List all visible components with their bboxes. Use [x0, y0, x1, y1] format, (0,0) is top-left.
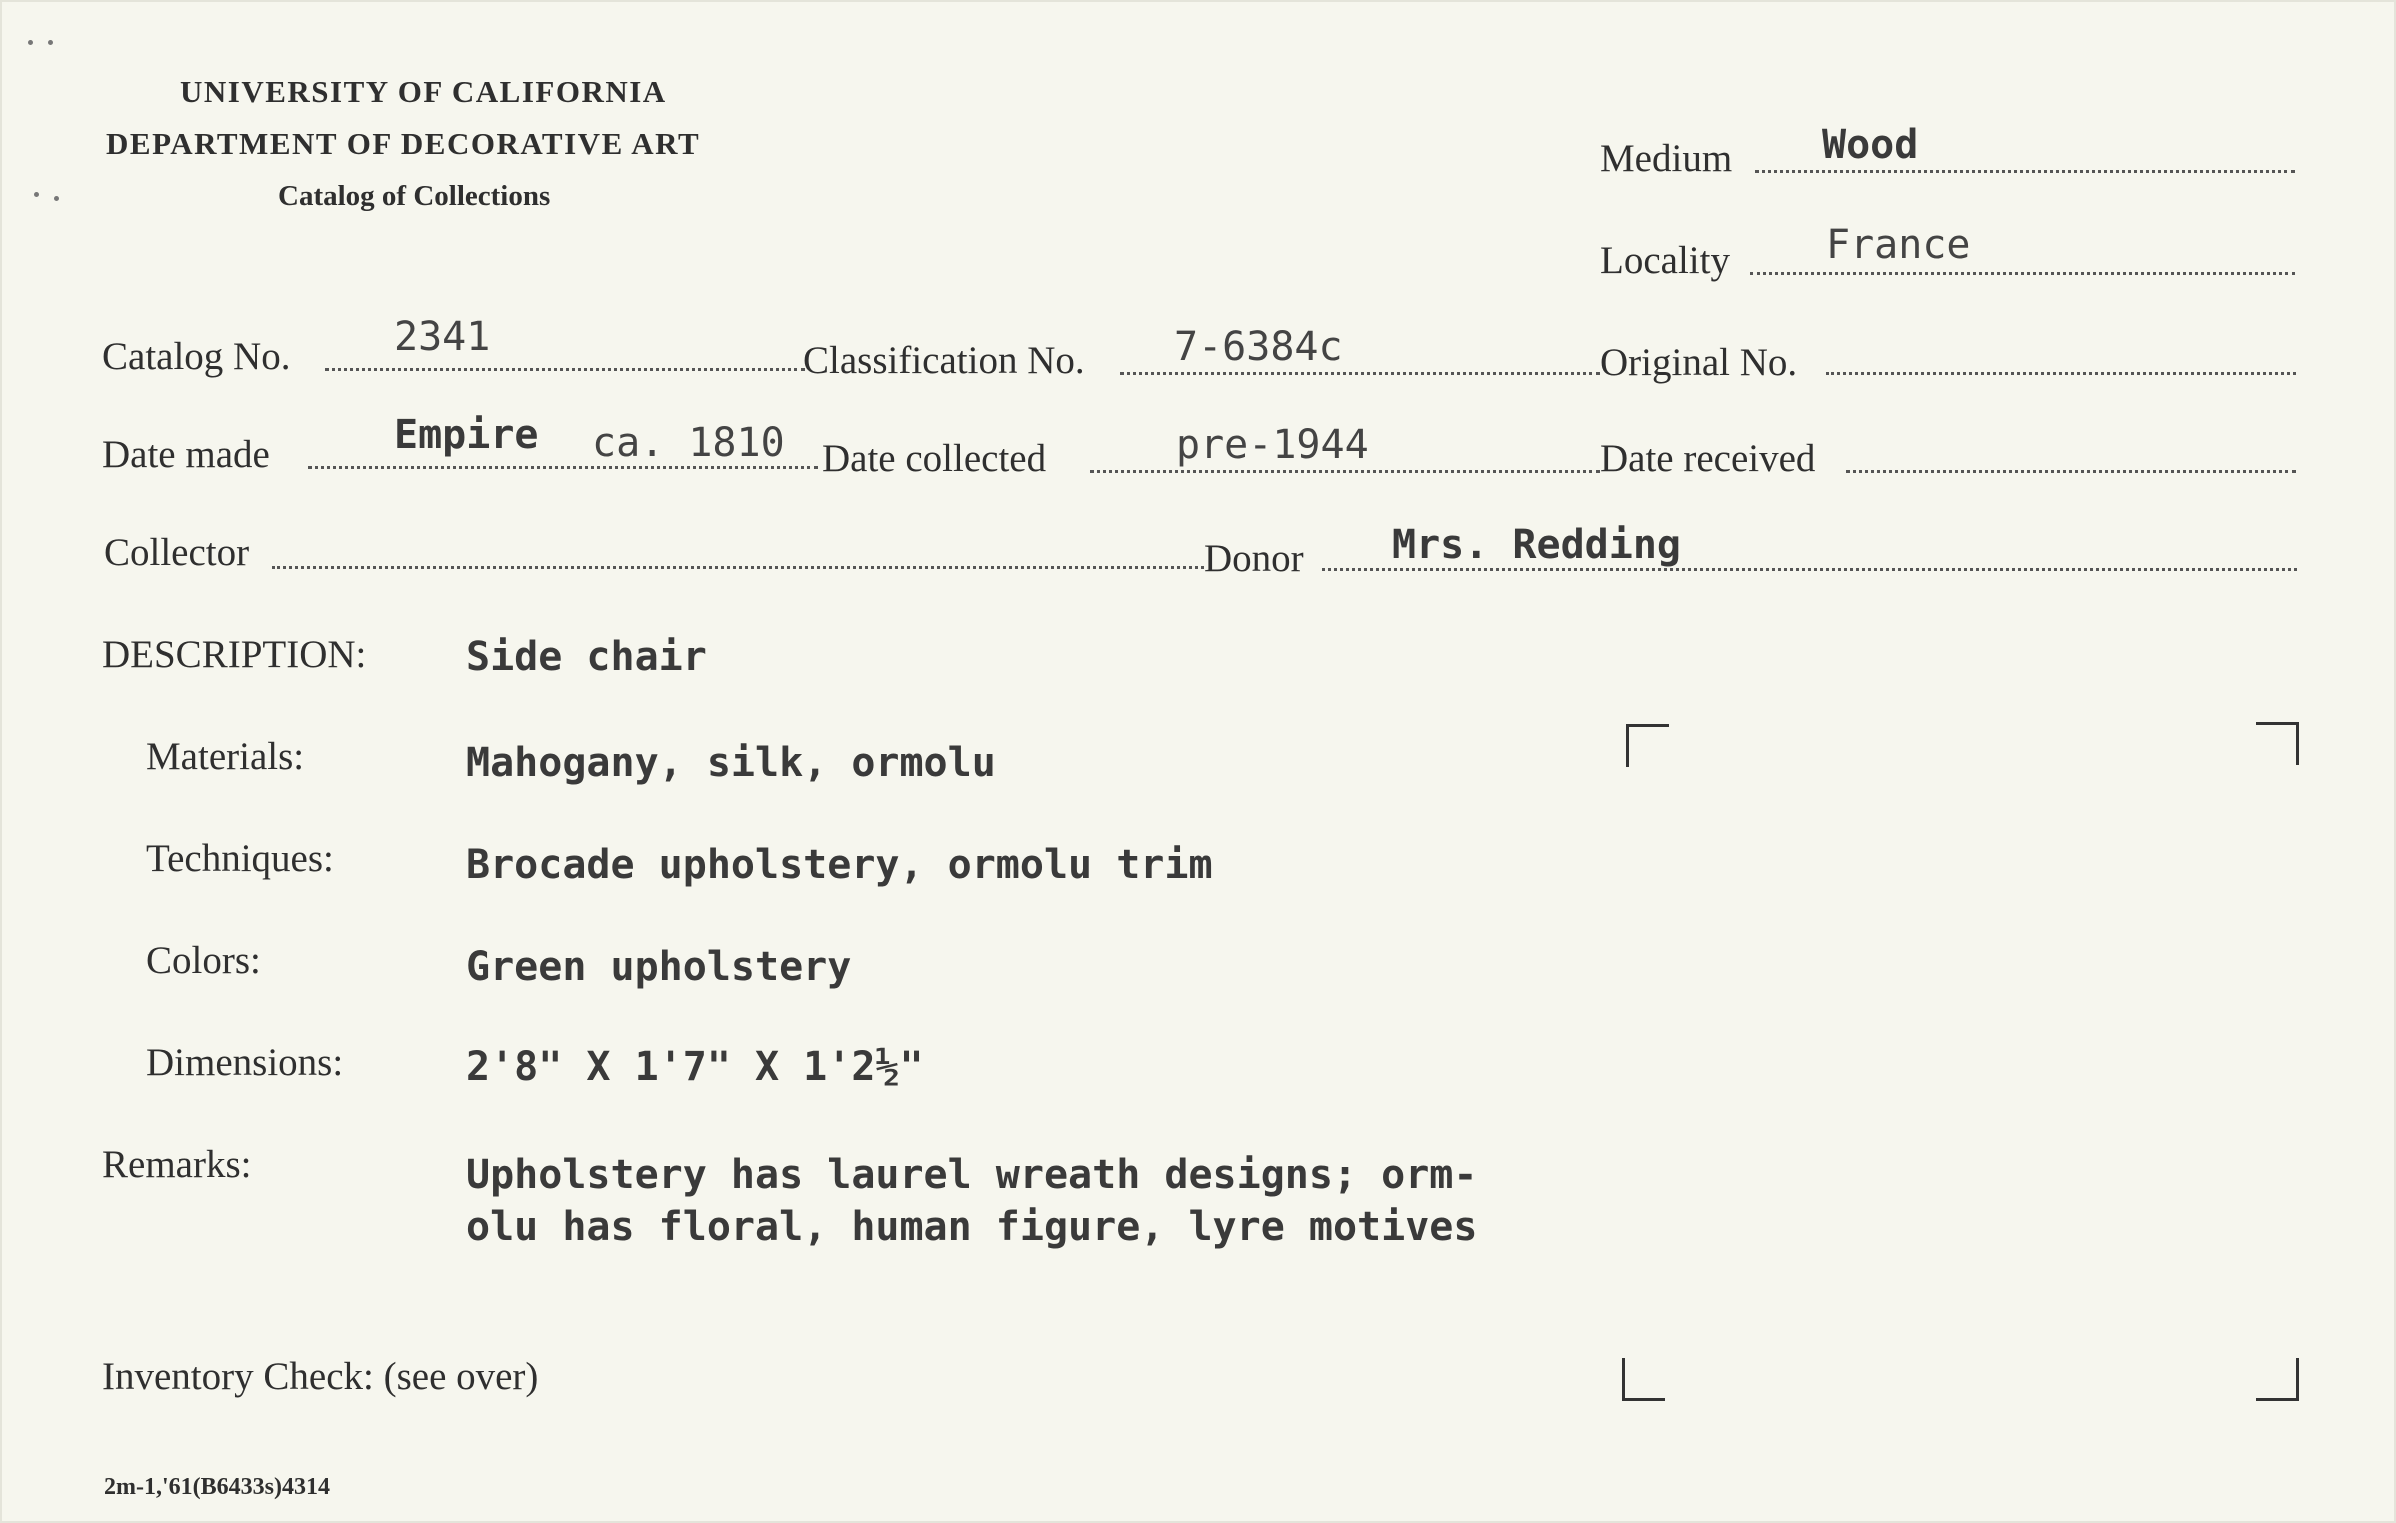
- speck-mark: [34, 192, 39, 197]
- colors-value: Green upholstery: [466, 944, 852, 990]
- donor-value: Mrs. Redding: [1392, 522, 1681, 568]
- remarks-label: Remarks:: [102, 1143, 252, 1186]
- inventory-check: Inventory Check: (see over): [102, 1355, 539, 1398]
- medium-value: Wood: [1822, 122, 1919, 168]
- techniques-label: Techniques:: [146, 837, 334, 880]
- original-no-line: [1826, 372, 2296, 375]
- department-name: DEPARTMENT OF DECORATIVE ART: [106, 126, 701, 161]
- donor-label: Donor: [1204, 537, 1304, 580]
- date-made-label: Date made: [102, 433, 270, 476]
- medium-label: Medium: [1600, 137, 1733, 180]
- institution-name: UNIVERSITY OF CALIFORNIA: [180, 74, 667, 109]
- remarks-line-2: olu has floral, human figure, lyre motives: [466, 1204, 1478, 1250]
- dimensions-label: Dimensions:: [146, 1041, 344, 1084]
- classification-no-line: [1120, 372, 1600, 375]
- form-code: 2m-1,'61(B6433s)4314: [104, 1474, 330, 1500]
- speck-mark: [54, 196, 59, 201]
- remarks-line-1: Upholstery has laurel wreath designs; orm-: [466, 1152, 1478, 1198]
- speck-mark: [28, 40, 33, 45]
- techniques-value: Brocade upholstery, ormolu trim: [466, 842, 1213, 888]
- dimensions-value: 2'8" X 1'7" X 1'2½": [466, 1044, 924, 1090]
- date-received-line: [1846, 470, 2296, 473]
- photo-corner-bottom-right: [2256, 1358, 2299, 1401]
- materials-label: Materials:: [146, 735, 305, 778]
- date-made-date: ca. 1810: [592, 420, 785, 466]
- date-collected-value: pre-1944: [1176, 422, 1369, 468]
- catalog-no-value: 2341: [394, 314, 491, 360]
- catalog-no-line: [325, 368, 805, 371]
- photo-corner-bottom-left: [1622, 1358, 1665, 1401]
- date-made-line: [308, 466, 818, 469]
- donor-line: [1322, 568, 2297, 571]
- description-label: DESCRIPTION:: [102, 633, 367, 676]
- photo-corner-top-left: [1626, 724, 1669, 767]
- locality-value: France: [1826, 222, 1971, 268]
- original-no-label: Original No.: [1600, 341, 1798, 384]
- description-value: Side chair: [466, 634, 707, 680]
- classification-no-label: Classification No.: [803, 339, 1085, 382]
- medium-line: [1755, 170, 2295, 173]
- catalog-title: Catalog of Collections: [278, 180, 551, 212]
- colors-label: Colors:: [146, 939, 261, 982]
- locality-line: [1750, 272, 2295, 275]
- catalog-no-label: Catalog No.: [102, 335, 291, 378]
- classification-no-value: 7-6384c: [1174, 324, 1343, 370]
- date-made-period: Empire: [394, 412, 539, 458]
- collector-label: Collector: [104, 531, 250, 574]
- locality-label: Locality: [1600, 239, 1730, 282]
- photo-corner-top-right: [2256, 722, 2299, 765]
- materials-value: Mahogany, silk, ormolu: [466, 740, 996, 786]
- date-collected-line: [1090, 470, 1600, 473]
- collector-line: [272, 566, 1204, 569]
- date-received-label: Date received: [1600, 437, 1816, 480]
- date-collected-label: Date collected: [822, 437, 1047, 480]
- speck-mark: [48, 40, 53, 45]
